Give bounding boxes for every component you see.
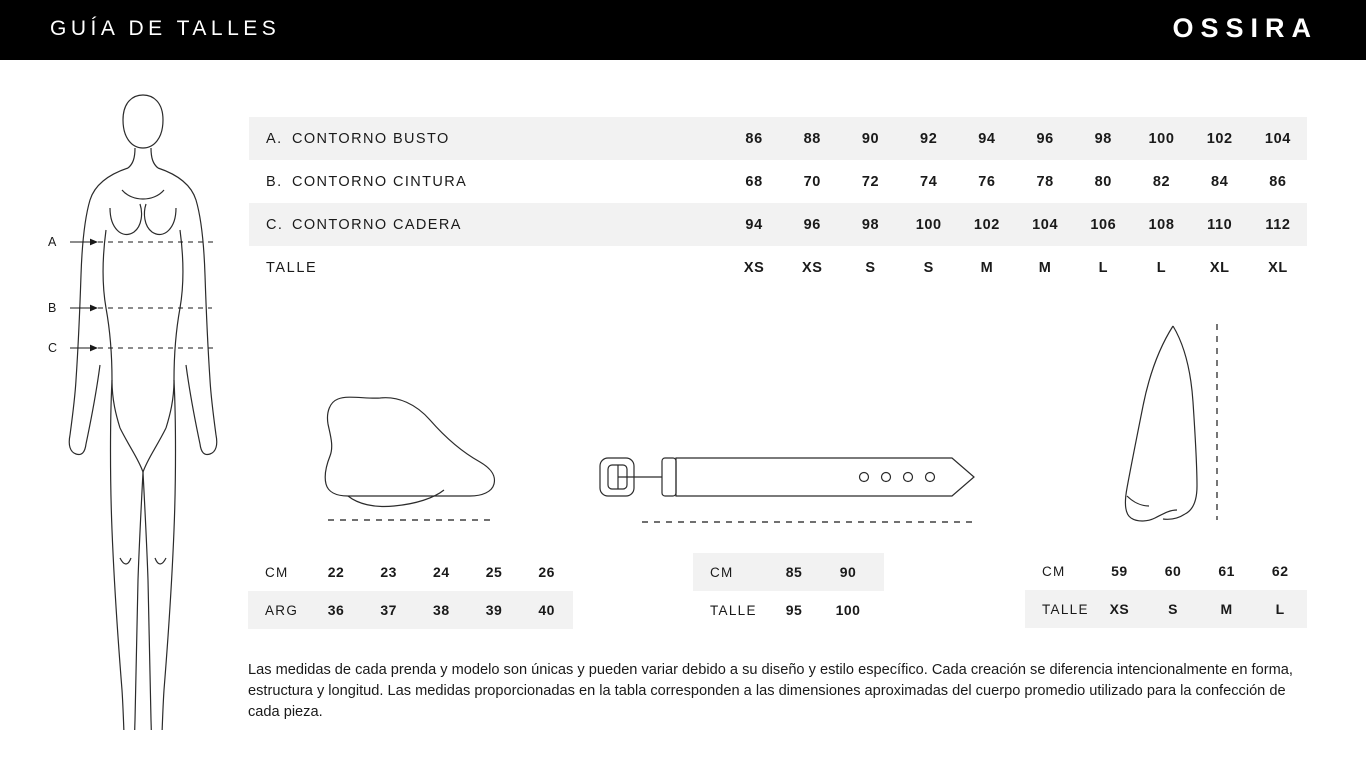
figure-label-c: C — [48, 341, 59, 355]
cell-value: 82 — [1152, 173, 1171, 190]
table-row — [693, 553, 884, 591]
cell-value: 108 — [1148, 216, 1175, 233]
cell-value: 98 — [861, 216, 880, 233]
cell-value: 25 — [485, 564, 503, 580]
arm-size-table — [1025, 552, 1307, 628]
cell-value: 62 — [1271, 563, 1289, 579]
cell-value: 104 — [1032, 216, 1059, 233]
cell-value: XS — [802, 259, 823, 276]
belt-size-table — [693, 553, 884, 629]
cell-value: 96 — [803, 216, 821, 233]
cell-value: XL — [1209, 259, 1230, 276]
cell-value: 86 — [1269, 173, 1287, 190]
row-label-text: CONTORNO BUSTO — [292, 130, 450, 147]
row-label-text: TALLE — [1042, 601, 1089, 617]
row-label-text: CONTORNO CINTURA — [292, 173, 468, 190]
row-label-text: TALLE — [266, 259, 318, 276]
cell-value: 37 — [380, 602, 397, 618]
row-label-text: CM — [710, 564, 734, 580]
cell-value: M — [1038, 259, 1052, 276]
row-label-text: ARG — [265, 602, 299, 618]
cell-value: 90 — [861, 130, 880, 147]
foot-size-table — [248, 553, 573, 629]
table-row — [249, 203, 1307, 246]
cell-value: 94 — [978, 130, 996, 147]
cell-value: 78 — [1036, 173, 1054, 190]
row-label-text: TALLE — [710, 602, 757, 618]
cell-value: 38 — [433, 602, 450, 618]
cell-value: 92 — [920, 130, 938, 147]
cell-value: 100 — [915, 216, 942, 233]
cell-value: 95 — [785, 602, 803, 618]
cell-value: 90 — [839, 564, 857, 580]
cell-value: 100 — [835, 602, 861, 618]
table-row — [1025, 590, 1307, 628]
cell-value: 26 — [538, 564, 555, 580]
cell-value: 110 — [1207, 216, 1233, 233]
cell-value: 59 — [1111, 563, 1128, 579]
cell-value: 100 — [1148, 130, 1175, 147]
cell-value: 102 — [973, 216, 1000, 233]
footnote-text: Las medidas de cada prenda y modelo son únicas y pueden variar debido a su diseño y estilo específico. Cada creación se diferencia intencionalmente en forma, estructura y longitud. Las medidas proporcionadas en la tabla corresponden a las dimensiones aproximadas del cuerpo promedio utilizado para la confección de cada pieza. — [248, 662, 1293, 721]
table-row — [248, 591, 573, 629]
cell-value: 85 — [785, 564, 803, 580]
row-letter: B. — [266, 173, 283, 190]
cell-value: 106 — [1090, 216, 1117, 233]
measurements-table — [249, 117, 1307, 289]
table-row — [249, 160, 1307, 203]
cell-value: XS — [743, 259, 765, 276]
cell-value: 23 — [380, 564, 397, 580]
cell-value: 60 — [1164, 563, 1182, 579]
row-label-text: CM — [1042, 563, 1066, 579]
cell-value: M — [980, 259, 994, 276]
cell-value: 104 — [1264, 130, 1291, 147]
figure-label-a: A — [48, 235, 58, 249]
page-header — [0, 0, 1366, 60]
cell-value: S — [923, 259, 934, 276]
cell-value: M — [1220, 601, 1233, 617]
cell-value: 72 — [861, 173, 880, 190]
cell-value: 36 — [327, 602, 345, 618]
cell-value: S — [865, 259, 876, 276]
brand-logo: OSSIRA — [1172, 13, 1318, 43]
row-label-text: CONTORNO CADERA — [292, 216, 462, 233]
cell-value: 68 — [745, 173, 763, 190]
cell-value: 70 — [803, 173, 821, 190]
page-title: GUÍA DE TALLES — [50, 17, 281, 40]
cell-value: 94 — [745, 216, 763, 233]
cell-value: XL — [1268, 259, 1288, 276]
cell-value: 112 — [1265, 216, 1291, 233]
belt-illustration — [592, 440, 982, 535]
cell-value: 61 — [1218, 563, 1235, 579]
foot-illustration — [248, 390, 528, 530]
row-label — [249, 260, 725, 276]
cell-value: 22 — [327, 564, 345, 580]
cell-value: 24 — [433, 564, 450, 580]
cell-value: 84 — [1211, 173, 1229, 190]
cell-value: L — [1098, 259, 1109, 276]
cell-value: 39 — [485, 602, 503, 618]
cell-value: XS — [1109, 601, 1130, 617]
cell-value: L — [1275, 601, 1285, 617]
row-label — [249, 217, 725, 233]
cell-value: 76 — [978, 173, 996, 190]
cell-value: 74 — [920, 173, 938, 190]
cell-value: 40 — [538, 602, 555, 618]
cell-value: 88 — [803, 130, 821, 147]
table-row — [693, 591, 884, 629]
figure-label-b: B — [48, 301, 58, 315]
row-label — [249, 131, 725, 147]
row-label — [249, 174, 725, 190]
cell-value: L — [1156, 259, 1167, 276]
table-row — [249, 246, 1307, 289]
row-label-text: CM — [265, 564, 289, 580]
cell-value: S — [1168, 601, 1178, 617]
table-row — [1025, 552, 1307, 590]
cell-value: 98 — [1094, 130, 1112, 147]
table-row — [248, 553, 573, 591]
table-row — [249, 117, 1307, 160]
row-letter: C. — [266, 216, 284, 233]
cell-value: 80 — [1094, 173, 1112, 190]
row-letter: A. — [266, 130, 283, 147]
cell-value: 86 — [745, 130, 763, 147]
cell-value: 96 — [1036, 130, 1054, 147]
arm-illustration — [1105, 320, 1245, 535]
body-figure-illustration — [40, 80, 240, 730]
cell-value: 102 — [1206, 130, 1233, 147]
